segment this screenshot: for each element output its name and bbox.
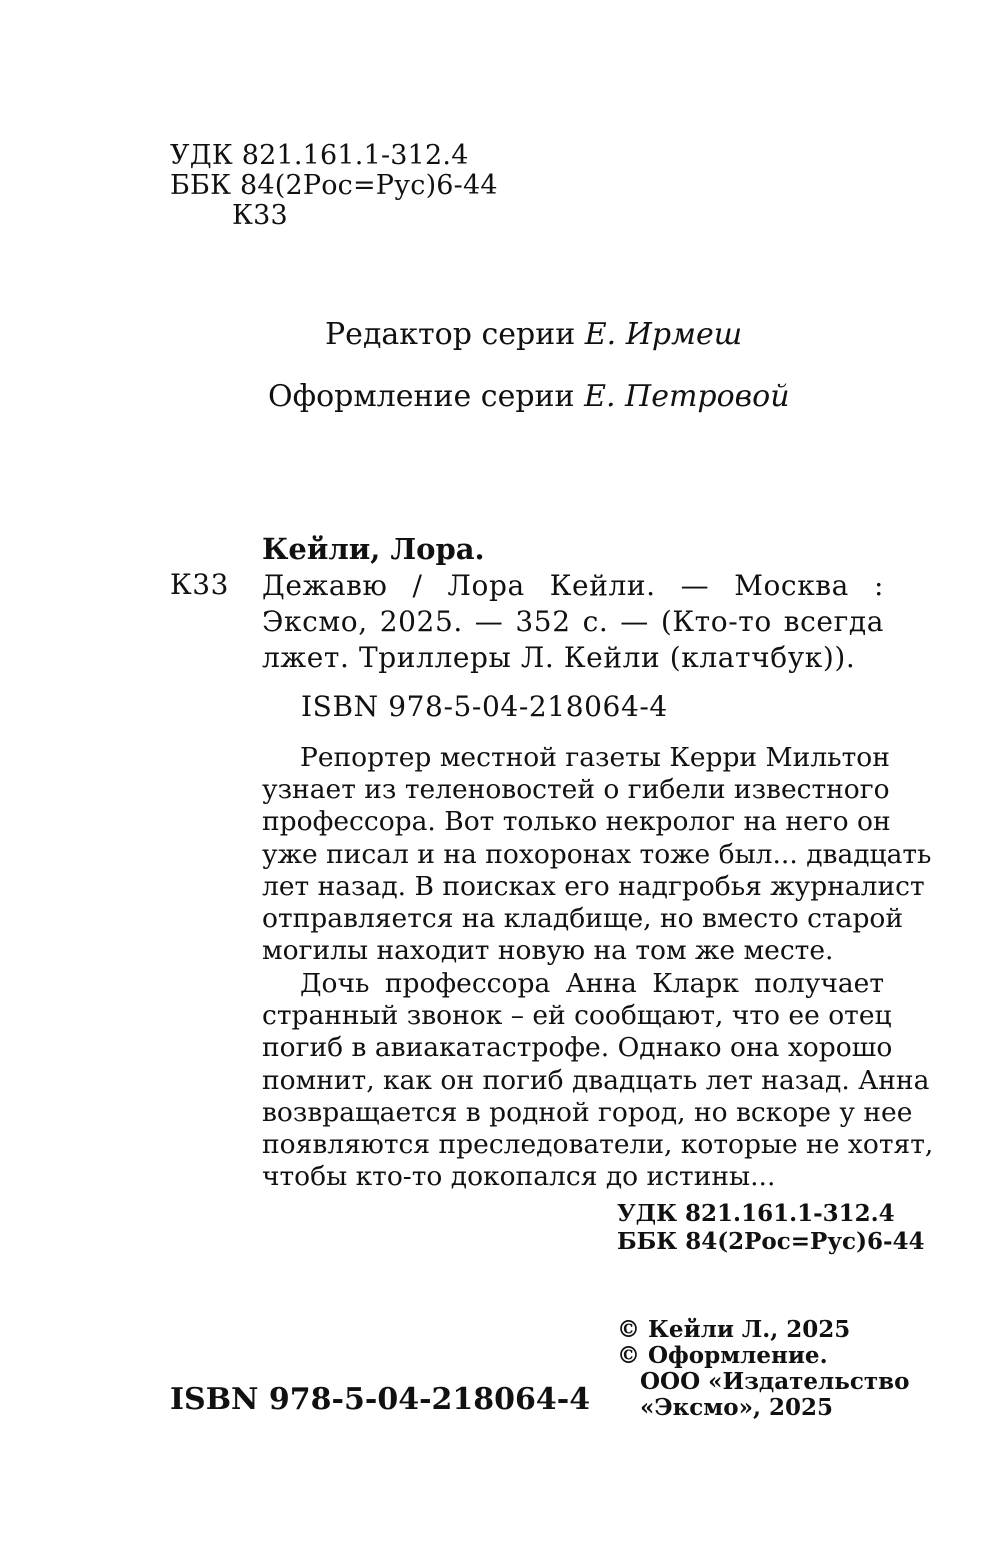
bbk-code: ББК 84(2Рос=Рус)6-44: [170, 170, 498, 201]
biblio-line: Эксмо, 2025. — 352 с. — (Кто-то всегда: [262, 605, 884, 638]
annotation-line: Дочь профессора Анна Кларк получает: [300, 968, 884, 999]
series-editor-name: Е. Ирмеш: [584, 317, 743, 352]
copyright-publisher: ООО «Издательство: [640, 1368, 910, 1395]
annotation-line: могилы находит новую на том же месте.: [262, 935, 834, 967]
isbn-bottom: ISBN 978-5-04-218064-4: [170, 1382, 591, 1417]
series-editor-label: Редактор серии: [325, 317, 576, 352]
author-heading: Кейли, Лора.: [262, 532, 485, 566]
annotation-paragraph-2: [262, 968, 934, 1193]
biblio-line: Дежавю / Лора Кейли. — Москва :: [262, 569, 884, 602]
isbn-entry: ISBN 978-5-04-218064-4: [301, 690, 668, 723]
series-design-label: Оформление серии: [268, 379, 575, 414]
footer-bbk-code: ББК 84(2Рос=Рус)6-44: [617, 1228, 925, 1255]
biblio-description: [262, 568, 884, 676]
side-mark: К33: [170, 568, 230, 601]
copyright-publisher-year: «Эксмо», 2025: [640, 1394, 834, 1421]
series-design-name: Е. Петровой: [584, 379, 790, 414]
annotation-line: погиб в авиакатастрофе. Однако она хорошо: [262, 1032, 893, 1064]
author-mark: К33: [232, 200, 288, 231]
udk-code: УДК 821.161.1-312.4: [170, 140, 469, 171]
series-design-line: [268, 380, 790, 414]
annotation-line: профессора. Вот только некролог на него он: [262, 806, 891, 838]
annotation-line: Репортер местной газеты Керри Мильтон: [300, 742, 890, 773]
annotation-line: лет назад. В поисках его надгробья журналист: [262, 870, 925, 902]
annotation-line: странный звонок – ей сообщают, что ее отец: [262, 1000, 892, 1032]
biblio-line: лжет. Триллеры Л. Кейли (клатчбук)).: [262, 641, 856, 674]
copyright-author: © Кейли Л., 2025: [617, 1316, 851, 1343]
annotation-paragraph-1: [262, 742, 932, 967]
annotation-line: отправляется на кладбище, но вместо старой: [262, 903, 904, 935]
copyright-design: © Оформление.: [617, 1342, 828, 1369]
annotation-line: узнает из теленовостей о гибели известного: [262, 774, 890, 806]
annotation-line: появляются преследователи, которые не хотят,: [262, 1129, 934, 1161]
annotation-line: возвращается в родной город, но вскоре у нее: [262, 1096, 913, 1128]
footer-udk-code: УДК 821.161.1-312.4: [617, 1200, 895, 1227]
series-editor-line: [325, 318, 742, 352]
annotation-line: уже писал и на похоронах тоже был... двадцать: [262, 838, 932, 870]
annotation-line: чтобы кто-то докопался до истины...: [262, 1161, 776, 1193]
annotation-line: помнит, как он погиб двадцать лет назад. Анна: [262, 1064, 930, 1096]
